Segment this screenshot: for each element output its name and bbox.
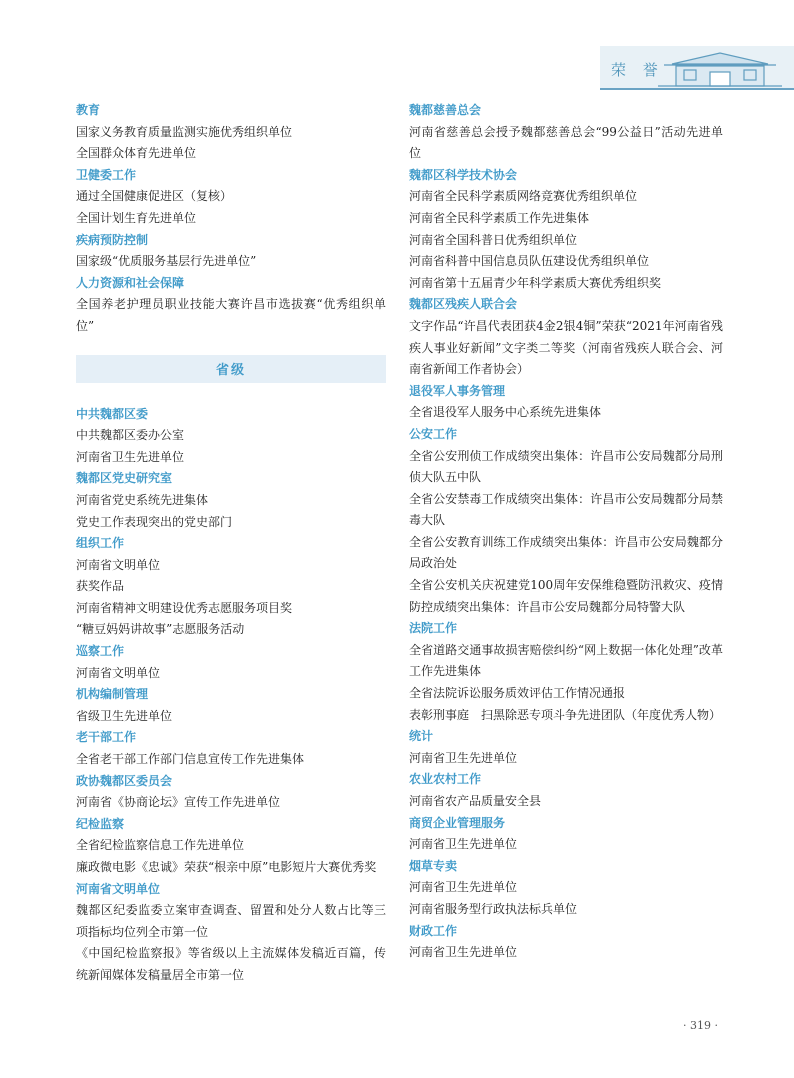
section (76, 727, 386, 770)
section (76, 641, 386, 684)
list-item: 通过全国健康促进区（复核） (76, 189, 233, 204)
list-item: 河南省卫生先进单位 (76, 449, 185, 464)
section-heading: 商贸企业管理服务 (409, 815, 506, 830)
list-item: 河南省全国科普日优秀组织单位 (409, 232, 578, 247)
section (409, 424, 723, 618)
section-heading: 巡察工作 (76, 644, 125, 659)
section-heading: 统计 (409, 729, 434, 744)
section-heading: 烟草专卖 (409, 858, 458, 873)
section (76, 879, 386, 987)
list-item: 表彰刑事庭 扫黑除恶专项斗争先进团队（年度优秀人物） (409, 707, 722, 722)
list-item: 全省法院诉讼服务质效评估工作情况通报 (409, 686, 626, 701)
list-item: “糖豆妈妈讲故事”志愿服务活动 (76, 622, 245, 637)
level-band: 省级 (76, 355, 386, 383)
list-item: 全国养老护理员职业技能大赛许昌市选拔赛“优秀组织单位” (76, 297, 386, 333)
list-item: 全国计划生育先进单位 (76, 210, 197, 225)
header-title: 荣 誉 (611, 61, 664, 79)
list-item: 河南省文明单位 (76, 665, 161, 680)
section (76, 468, 386, 533)
list-item: 河南省卫生先进单位 (409, 880, 518, 895)
section-heading: 疾病预防控制 (76, 232, 149, 247)
list-item: 河南省慈善总会授予魏都慈善总会“99公益日”活动先进单位 (409, 124, 723, 161)
section-heading: 老干部工作 (76, 730, 137, 745)
section-heading: 魏都慈善总会 (409, 103, 482, 117)
section (409, 165, 723, 295)
list-item: 《中国纪检监察报》等省级以上主流媒体发稿近百篇，传统新闻媒体发稿量居全市第一位 (76, 946, 386, 982)
list-item: 全省公安教育训练工作成绩突出集体：许昌市公安局魏都分局政治处 (409, 534, 723, 571)
list-item: 国家级“优质服务基层行先进单位” (76, 254, 257, 269)
list-item: 河南省全民科学素质网络竞赛优秀组织单位 (409, 189, 638, 204)
section-heading: 河南省文明单位 (76, 881, 161, 896)
section (76, 273, 386, 338)
right-column (409, 100, 723, 964)
section-heading: 组织工作 (76, 536, 125, 551)
list-item: 中共魏都区委办公室 (76, 428, 185, 443)
section (76, 100, 386, 165)
list-item: 魏都区纪委监委立案审查调查、留置和处分人数占比等三项指标均位列全市第一位 (76, 903, 386, 939)
section (76, 771, 386, 814)
section (76, 404, 386, 469)
list-item: 文字作品“许昌代表团获4金2银4铜”荣获“2021年河南省残疾人事业好新闻”文字类二等奖（河南省残疾人联合会、河南省新闻工作者协会） (409, 318, 723, 377)
list-item: 河南省全民科学素质工作先进集体 (409, 210, 590, 225)
section-heading: 机构编制管理 (76, 687, 149, 702)
list-item: 河南省服务型行政执法标兵单位 (409, 901, 578, 916)
section (76, 533, 386, 641)
section-heading: 魏都区科学技术协会 (409, 167, 518, 182)
section-heading: 人力资源和社会保障 (76, 275, 185, 290)
list-item: 河南省《协商论坛》宣传工作先进单位 (76, 795, 281, 810)
list-item: 河南省党史系统先进集体 (76, 492, 209, 507)
section (409, 294, 723, 380)
list-item: 全省公安刑侦工作成绩突出集体：许昌市公安局魏都分局刑侦大队五中队 (409, 448, 723, 485)
list-item: 河南省科普中国信息员队伍建设优秀组织单位 (409, 254, 650, 269)
page-number: · 319 · (683, 1019, 718, 1032)
section-heading: 公安工作 (409, 426, 458, 441)
running-header (600, 46, 794, 90)
list-item: 全省纪检监察信息工作先进单位 (76, 838, 245, 853)
section (76, 165, 386, 230)
section (409, 726, 723, 769)
list-item: 河南省精神文明建设优秀志愿服务项目奖 (76, 600, 293, 615)
list-item: 河南省卫生先进单位 (409, 837, 518, 852)
list-item: 河南省文明单位 (76, 557, 161, 572)
section-heading: 中共魏都区委 (76, 406, 149, 421)
section (409, 100, 723, 165)
section (409, 769, 723, 812)
list-item: 全省公安机关庆祝建党100周年安保维稳暨防汛救灾、疫情防控成绩突出集体：许昌市公安局魏都分局特警大队 (409, 578, 723, 614)
section-heading: 政协魏都区委员会 (76, 773, 173, 788)
section (409, 618, 723, 726)
left-column (76, 100, 386, 987)
section (76, 230, 386, 273)
section-heading: 魏都区残疾人联合会 (409, 297, 518, 312)
section-heading: 农业农村工作 (409, 772, 482, 787)
list-item: 廉政微电影《忠诚》荣获“根亲中原”电影短片大赛优秀奖 (76, 860, 377, 874)
section (409, 856, 723, 921)
list-item: 全国群众体育先进单位 (76, 146, 197, 161)
section (409, 813, 723, 856)
section-heading: 法院工作 (409, 621, 458, 636)
list-item: 河南省第十五届青少年科学素质大赛优秀组织奖 (409, 275, 662, 290)
section-heading: 魏都区党史研究室 (76, 471, 173, 486)
list-item: 河南省卫生先进单位 (409, 945, 518, 960)
list-item: 全省老干部工作部门信息宣传工作先进集体 (76, 752, 305, 767)
section (76, 684, 386, 727)
section-heading: 教育 (76, 103, 101, 117)
section-heading: 卫健委工作 (76, 167, 137, 182)
section-heading: 退役军人事务管理 (409, 383, 506, 398)
gate-building-icon (658, 48, 782, 88)
list-item: 获奖作品 (76, 579, 125, 594)
section (76, 814, 386, 879)
list-item: 国家义务教育质量监测实施优秀组织单位 (76, 124, 293, 139)
section-heading: 纪检监察 (76, 816, 125, 831)
list-item: 党史工作表现突出的党史部门 (76, 514, 233, 529)
list-item: 全省道路交通事故损害赔偿纠纷“网上数据一体化处理”改革工作先进集体 (409, 642, 723, 679)
list-item: 河南省农产品质量安全县 (409, 794, 542, 808)
section (409, 381, 723, 424)
section-heading: 财政工作 (409, 923, 458, 938)
section (409, 921, 723, 964)
list-item: 全省公安禁毒工作成绩突出集体：许昌市公安局魏都分局禁毒大队 (409, 491, 723, 528)
list-item: 省级卫生先进单位 (76, 708, 173, 723)
list-item: 全省退役军人服务中心系统先进集体 (409, 405, 602, 420)
list-item: 河南省卫生先进单位 (409, 750, 518, 765)
header-rule (600, 88, 794, 90)
